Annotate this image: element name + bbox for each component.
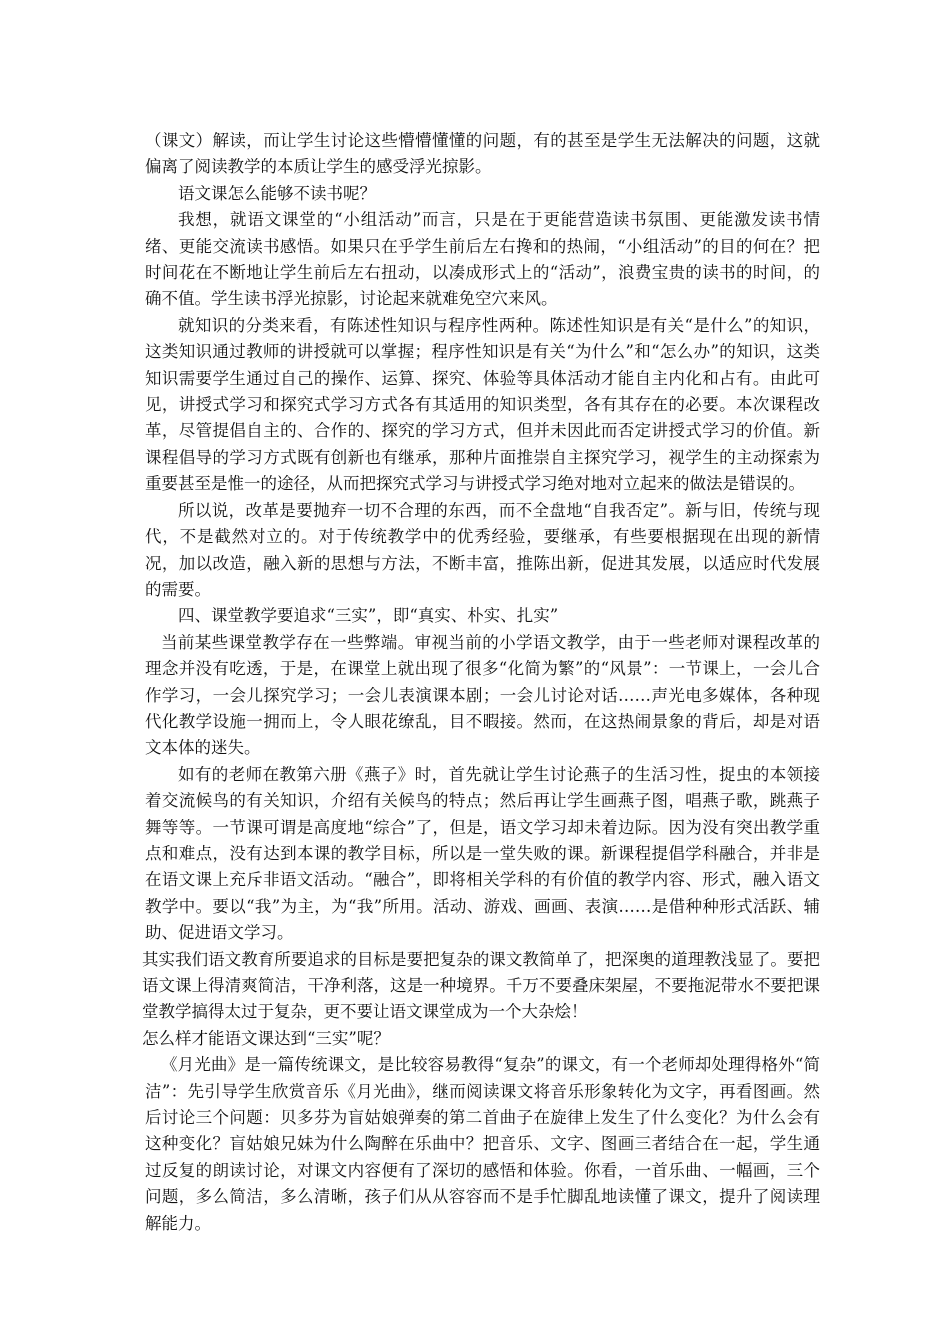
document-body (142, 128, 820, 1237)
paragraph-1: （课文）解读，而让学生讨论这些懵懵懂懂的问题，有的甚至是学生无法解决的问题，这就偏离了阅读教学的本质让学生的感受浮光掠影。 (145, 131, 820, 177)
paragraph-6: 当前某些课堂教学存在一些弊端。审视当前的小学语文教学，由于一些老师对课程改革的理念并没有吃透，于是，在课堂上就出现了很多“化简为繁”的“风景”：一节课上，一会儿合作学习，一会儿探究学习；一会儿表演课本剧；一会儿讨论对话……声光电多媒体，各种现代化教学设施一拥而上，令人眼花缭乱，目不暇接。然而，在这热闹景象的背后，却是对语文本体的迷失。 (145, 632, 820, 758)
paragraph-2: 语文课怎么能够不读书呢？ (178, 183, 376, 203)
paragraph-10: 《月光曲》是一篇传统课文，是比较容易教得“复杂”的课文，有一个老师却处理得格外“简洁”：先引导学生欣赏音乐《月光曲》，继而阅读课文将音乐形象转化为文字，再看图画。然后讨论三个问题：贝多芬为盲姑娘弹奏的第二首曲子在旋律上发生了什么变化？为什么会有这种变化？盲姑娘兄妹为什么陶醉在乐曲中？把音乐、文字、图画三者结合在一起，学生通过反复的朗读讨论，对课文内容便有了深切的感悟和体验。你看，一首乐曲、一幅画，三个问题，多么简洁，多么清晰，孩子们从从容容而不是手忙脚乱地读懂了课文，提升了阅读理解能力。 (145, 1055, 820, 1233)
paragraph-9: 怎么样才能语文课达到“三实”呢？ (142, 1028, 390, 1048)
paragraph-5: 所以说，改革是要抛弃一切不合理的东西，而不全盘地“自我否定”。新与旧，传统与现代，不是截然对立的。对于传统教学中的优秀经验，要继承，有些要根据现在出现的新情况，加以改造，融入新的思想与方法，不断丰富，推陈出新，促进其发展，以适应时代发展的需要。 (145, 500, 820, 599)
section-heading: 四、课堂教学要追求“三实”，即“真实、朴实、扎实” (178, 606, 559, 626)
paragraph-8: 其实我们语文教育所要追求的目标是要把复杂的课文教简单了，把深奥的道理教浅显了。要把语文课上得清爽简洁，干净利落，这是一种境界。千万不要叠床架屋，不要拖泥带水不要把课堂教学搞得太过于复杂，更不要让语文课堂成为一个大杂烩！ (142, 949, 820, 1022)
paragraph-4: 就知识的分类来看，有陈述性知识与程序性两种。陈述性知识是有关“是什么”的知识，这类知识通过教师的讲授就可以掌握；程序性知识是有关“为什么”和“怎么办”的知识，这类知识需要学生通过自己的操作、运算、探究、体验等具体活动才能自主内化和占有。由此可见，讲授式学习和探究式学习方式各有其适用的知识类型，各有其存在的必要。本次课程改革，尽管提倡自主的、合作的、探究的学习方式，但并未因此而否定讲授式学习的价值。新课程倡导的学习方式既有创新也有继承，那种片面推崇自主探究学习，视学生的主动探索为重要甚至是惟一的途径，从而把探究式学习与讲授式学习绝对地对立起来的做法是错误的。 (145, 315, 820, 494)
paragraph-7: 如有的老师在教第六册《燕子》时，首先就让学生讨论燕子的生活习性，捉虫的本领接着交流候鸟的有关知识，介绍有关候鸟的特点；然后再让学生画燕子图，唱燕子歌，跳燕子舞等等。一节课可谓是高度地“综合”了，但是，语文学习却未着边际。因为没有突出教学重点和难点，没有达到本课的教学目标，所以是一堂失败的课。新课程提倡学科融合，并非是在语文课上充斥非语文活动。“融合”，即将相关学科的有价值的教学内容、形式，融入语文教学中。要以“我”为主，为“我”所用。活动、游戏、画画、表演……是借种种形式活跃、辅助、促进语文学习。 (145, 764, 820, 943)
paragraph-3: 我想，就语文课堂的“小组活动”而言，只是在于更能营造读书氛围、更能激发读书情绪、更能交流读书感悟。如果只在乎学生前后左右搀和的热闹，“小组活动”的目的何在？把时间花在不断地让学生前后左右扭动，以凑成形式上的“活动”，浪费宝贵的读书的时间，的确不值。学生读书浮光掠影，讨论起来就难免空穴来风。 (145, 210, 820, 309)
